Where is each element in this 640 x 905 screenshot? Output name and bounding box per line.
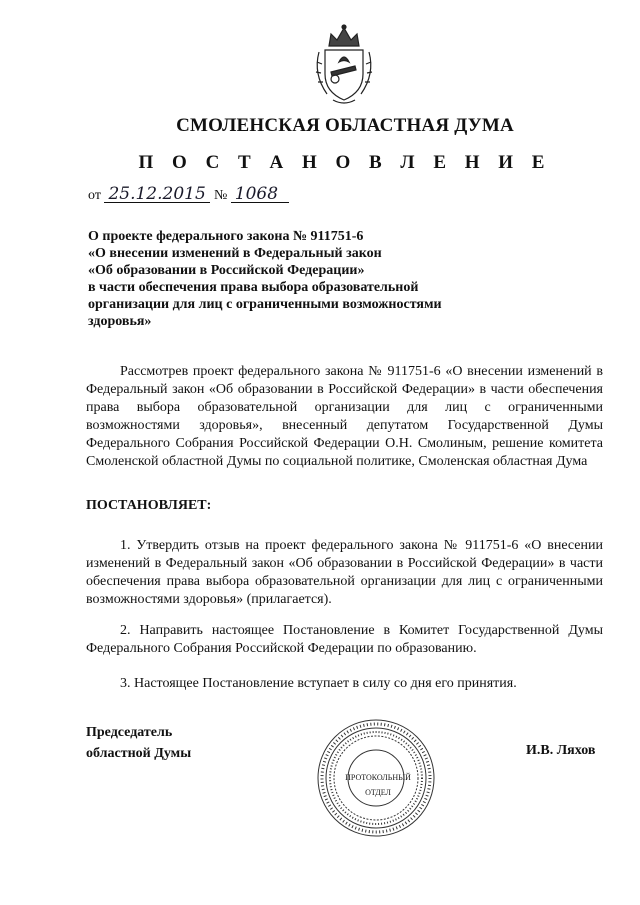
subject-line: «О внесении изменений в Федеральный закон	[88, 246, 382, 261]
resolution-item: 1. Утвердить отзыв на проект федерального закона № 911751-6 «О внесении изменений в Федеральный закон «Об образовании в Российской Федерации» в части обеспечения права выбора образовательной организации для лиц с ограниченными возможностями здоровья» (прилагается).	[86, 538, 603, 607]
document-date: 25.12.2015	[104, 186, 210, 203]
subject-line: организации для лиц с ограниченными возможностями	[88, 297, 442, 312]
subject-line: «Об образовании в Российской Федерации»	[88, 263, 365, 278]
date-prefix: от	[88, 188, 101, 203]
number-prefix: №	[213, 188, 228, 203]
document-type: П О С Т А Н О В Л Е Н И Е	[138, 152, 552, 173]
signatory-name: И.В. Ляхов	[526, 743, 596, 758]
seal-text-line: ПРОТОКОЛЬНЫЙ	[345, 773, 411, 782]
resolution-item: 2. Направить настоящее Постановление в Комитет Государственной Думы Федерального Собрания Российской Федерации по образованию.	[86, 623, 603, 656]
organization-name: СМОЛЕНСКАЯ ОБЛАСТНАЯ ДУМА	[176, 115, 514, 136]
subject-line: здоровья»	[88, 314, 152, 329]
signatory-title	[86, 722, 191, 764]
seal-inner-text	[339, 770, 417, 800]
subject-block	[88, 228, 508, 330]
subject-line: О проекте федерального закона № 911751-6	[88, 229, 364, 244]
resolves-heading: ПОСТАНОВЛЯЕТ:	[86, 498, 212, 513]
date-number-line	[88, 186, 289, 204]
preamble-paragraph: Рассмотрев проект федерального закона № 911751-6 «О внесении изменений в Федеральный закон «Об образовании в Российской Федерации» в части обеспечения права выбора образовательной организации для лиц с ограниченными возможностями здоровья», внесенный депутатом Государственной Думы Федерального Собрания Российской Федерации О.Н. Смолиным, решение комитета Смоленской областной Думы по социальной политике, Смоленская областная Дума	[86, 364, 603, 469]
signatory-title-line: областной Думы	[86, 746, 192, 761]
subject-line: в части обеспечения права выбора образовательной	[88, 280, 419, 295]
seal-text-line: ОТДЕЛ	[365, 788, 391, 797]
signatory-title-line: Председатель	[86, 725, 173, 740]
resolution-item: 3. Настоящее Постановление вступает в силу со дня его принятия.	[120, 676, 517, 691]
coat-of-arms-icon	[311, 22, 377, 106]
document-number: 1068	[231, 186, 289, 203]
